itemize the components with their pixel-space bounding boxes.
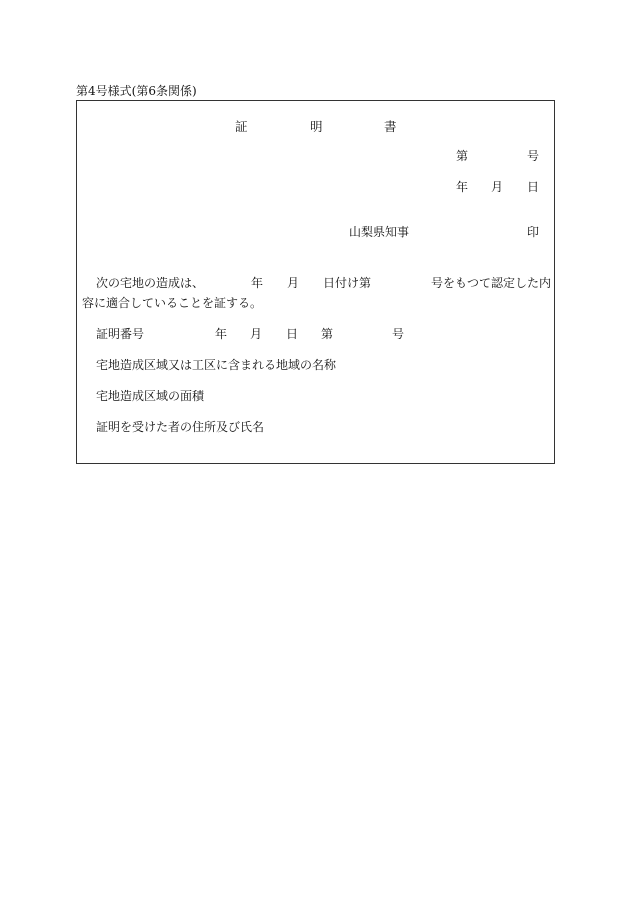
body-text-intro: 次の宅地の造成は、 xyxy=(96,276,205,290)
body-text-line-2: 容に適合していることを証する。 xyxy=(82,296,263,310)
certificate-number-label: 証明番号 xyxy=(96,327,145,341)
issue-number-prefix: 第 xyxy=(456,149,469,163)
issue-date-day: 日 xyxy=(527,180,540,194)
body-text-year: 年 xyxy=(251,276,264,290)
body-text-day-number: 日付け第 xyxy=(323,276,372,290)
certificate-number-month: 月 xyxy=(250,327,263,341)
certificate-number-go: 号 xyxy=(392,327,405,341)
body-text-month: 月 xyxy=(287,276,300,290)
title-char-1: 証 xyxy=(235,119,248,134)
field-area-name: 宅地造成区域又は工区に含まれる地域の名称 xyxy=(96,358,337,372)
issue-number-suffix: 号 xyxy=(527,149,540,163)
certificate-number-year: 年 xyxy=(215,327,228,341)
issuer-name: 山梨県知事 xyxy=(349,225,410,239)
issue-date-year: 年 xyxy=(456,180,469,194)
form-label: 第4号様式(第6条関係) xyxy=(76,84,197,98)
issue-date-month: 月 xyxy=(491,180,504,194)
field-area-size: 宅地造成区域の面積 xyxy=(96,389,205,403)
certificate-number-dai: 第 xyxy=(321,327,334,341)
certificate-number-day: 日 xyxy=(286,327,299,341)
issuer-seal: 印 xyxy=(527,225,540,239)
body-text-rest: 号をもつて認定した内 xyxy=(431,276,552,290)
title-char-3: 書 xyxy=(384,119,397,134)
title-char-2: 明 xyxy=(310,119,323,134)
field-recipient: 証明を受けた者の住所及び氏名 xyxy=(96,420,265,434)
